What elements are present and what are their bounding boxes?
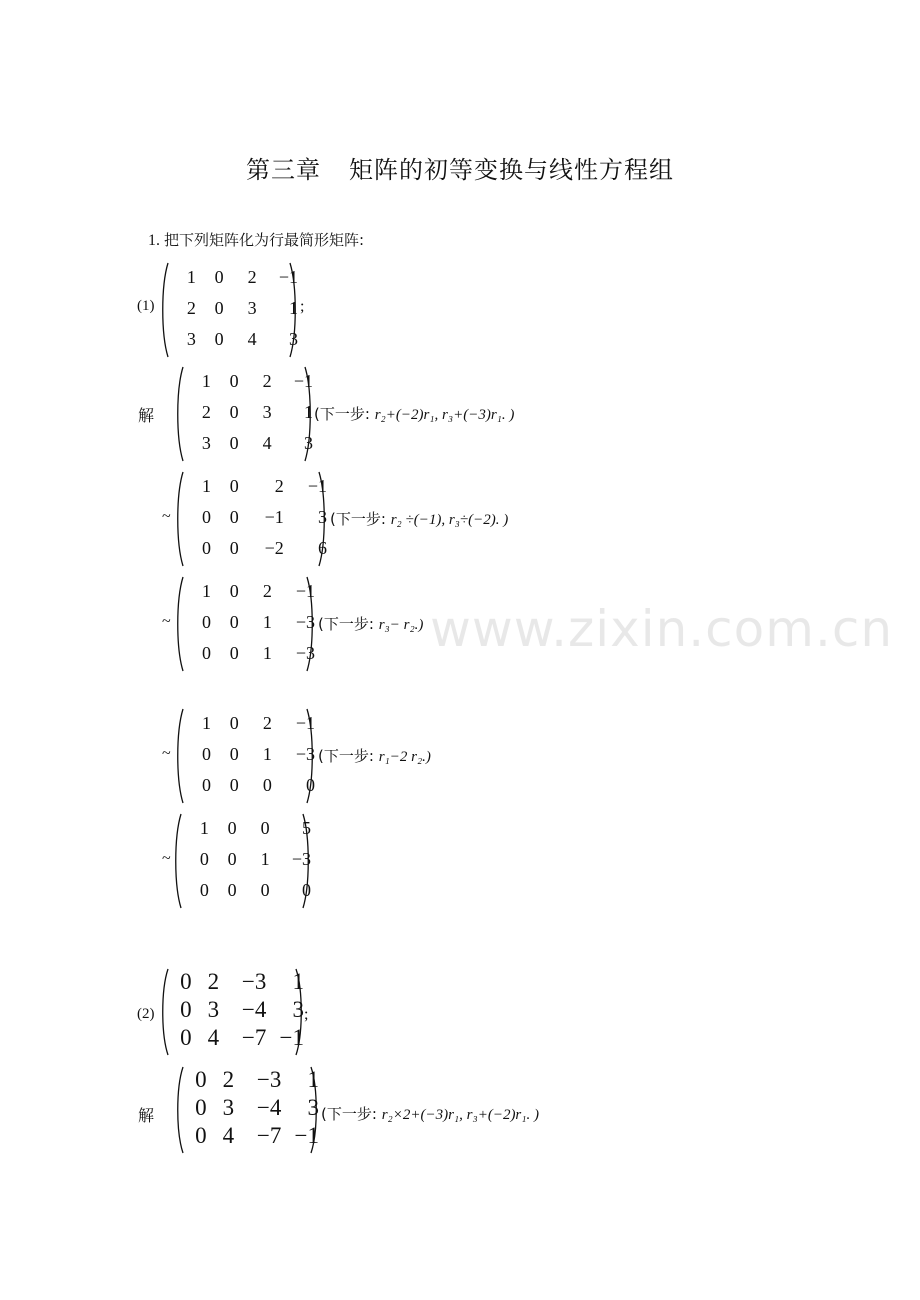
matrix-cell: −1	[295, 713, 315, 733]
matrix-row	[185, 638, 315, 669]
right-parenthesis	[294, 968, 304, 1056]
matrix-cell: 3	[307, 1095, 319, 1120]
matrix-cell: −4	[241, 997, 267, 1022]
matrix-cell: 3	[222, 1095, 235, 1120]
step-4-note: (下一步: r₁−2 r₂.)	[318, 747, 431, 765]
matrix-cell: 0	[199, 880, 209, 900]
matrix-cell: 2	[262, 371, 272, 391]
matrix-entries	[185, 708, 315, 801]
matrix-cell: −3	[295, 612, 315, 632]
right-parenthesis	[305, 708, 315, 804]
left-parenthesis	[175, 471, 185, 567]
matrix-cell: 1	[202, 476, 211, 496]
matrix-cell: 0	[260, 880, 270, 900]
step-3-matrix	[175, 576, 315, 672]
tilde-4: ~	[162, 745, 171, 762]
question-number: 1.	[148, 232, 160, 249]
matrix-entries	[185, 471, 327, 564]
matrix-cell: −1	[295, 581, 315, 601]
step-2-note: (下一步: r₂ ÷(−1), r₃÷(−2). )	[330, 510, 509, 528]
matrix-cell: 1	[262, 612, 272, 632]
matrix-cell: 2	[207, 969, 220, 994]
left-parenthesis	[160, 968, 170, 1056]
matrix-row	[185, 576, 315, 607]
left-parenthesis	[173, 813, 183, 909]
matrix-cell: 0	[195, 1095, 207, 1120]
matrix-cell: 3	[304, 433, 313, 453]
step-1-note: (下一步: r₂+(−2)r₁, r₃+(−3)r₁. )	[314, 405, 515, 423]
matrix-cell: 1	[201, 371, 211, 391]
tilde-3: ~	[162, 613, 171, 630]
matrix-row	[170, 324, 298, 355]
matrix-entries	[185, 366, 313, 459]
matrix-cell: 0	[229, 538, 239, 558]
matrix-row	[185, 502, 327, 533]
matrix-entries	[185, 576, 315, 669]
problem-1-matrix	[160, 262, 298, 358]
matrix-cell: 2	[201, 402, 211, 422]
matrix-cell: −3	[295, 643, 315, 663]
matrix-entries	[170, 968, 304, 1052]
right-parenthesis	[288, 262, 298, 358]
matrix-cell: 0	[199, 849, 209, 869]
matrix-cell: 1	[304, 402, 313, 422]
matrix-cell: 0	[201, 775, 211, 795]
matrix-cell: 3	[318, 507, 327, 527]
matrix-cell: −1	[278, 267, 298, 287]
matrix-row	[170, 293, 298, 324]
matrix-cell: 1	[262, 643, 272, 663]
matrix-cell: −3	[295, 744, 315, 764]
problem-2-label: (2)	[137, 1006, 155, 1022]
matrix-cell: 0	[214, 329, 224, 349]
matrix-cell: 3	[247, 298, 257, 318]
matrix-entries	[185, 1066, 319, 1150]
matrix-cell: 4	[207, 1025, 220, 1050]
matrix-cell: 3	[289, 329, 298, 349]
left-parenthesis	[175, 708, 185, 804]
matrix-row	[170, 996, 304, 1024]
matrix-row	[185, 397, 313, 428]
step-3-note: (下一步: r₃− r₂.)	[318, 615, 424, 633]
matrix-cell: 0	[180, 969, 192, 994]
step-2-1-matrix	[175, 1066, 319, 1154]
tilde-2: ~	[162, 508, 171, 525]
matrix-row	[185, 739, 315, 770]
matrix-row	[185, 533, 327, 564]
step-2-matrix	[175, 471, 327, 567]
matrix-cell: 3	[186, 329, 196, 349]
matrix-cell: −1	[294, 1123, 319, 1148]
right-parenthesis	[309, 1066, 319, 1154]
matrix-cell: 0	[260, 818, 270, 838]
matrix-row	[185, 708, 315, 739]
semicolon-2: ;	[304, 1006, 309, 1023]
question-text: 把下列矩阵化为行最简形矩阵:	[164, 231, 365, 249]
matrix-cell: 0	[229, 612, 239, 632]
matrix-cell: 0	[227, 880, 237, 900]
matrix-cell: 0	[229, 581, 239, 601]
matrix-cell: −1	[293, 371, 313, 391]
matrix-row	[185, 428, 313, 459]
chapter-name: 矩阵的初等变换与线性方程组	[349, 156, 674, 184]
matrix-cell: 0	[195, 1123, 207, 1148]
matrix-cell: −1	[264, 507, 284, 527]
step-5-matrix	[173, 813, 311, 909]
left-parenthesis	[175, 366, 185, 462]
matrix-row	[170, 262, 298, 293]
matrix-cell: 0	[229, 476, 239, 496]
matrix-cell: 2	[186, 298, 196, 318]
matrix-cell: −1	[307, 476, 327, 496]
watermark: www.zixin.com.cn	[430, 600, 894, 658]
matrix-cell: 1	[201, 713, 211, 733]
matrix-cell: 0	[195, 1067, 207, 1092]
matrix-cell: 0	[229, 713, 239, 733]
matrix-cell: 1	[289, 298, 298, 318]
matrix-cell: 0	[201, 744, 211, 764]
matrix-cell: 0	[201, 643, 211, 663]
matrix-cell: 6	[318, 538, 327, 558]
matrix-cell: 0	[202, 507, 211, 527]
matrix-cell: −7	[256, 1123, 282, 1148]
matrix-entries	[183, 813, 311, 906]
matrix-cell: 2	[274, 476, 284, 496]
right-parenthesis	[303, 366, 313, 462]
matrix-cell: 3	[207, 997, 220, 1022]
right-parenthesis	[305, 576, 315, 672]
step-4-matrix	[175, 708, 315, 804]
matrix-cell: 2	[262, 713, 272, 733]
matrix-cell: 4	[262, 433, 272, 453]
matrix-row	[185, 366, 313, 397]
problem-1-label: (1)	[137, 298, 155, 314]
matrix-row	[185, 1066, 319, 1094]
matrix-row	[183, 813, 311, 844]
right-parenthesis	[301, 813, 311, 909]
matrix-row	[185, 1094, 319, 1122]
matrix-row	[185, 770, 315, 801]
matrix-cell: −7	[241, 1025, 267, 1050]
matrix-cell: 2	[262, 581, 272, 601]
matrix-cell: 0	[214, 298, 224, 318]
solution-label: 解	[138, 406, 155, 425]
left-parenthesis	[160, 262, 170, 358]
matrix-cell: 0	[229, 371, 239, 391]
chapter-title	[0, 150, 920, 185]
left-parenthesis	[175, 576, 185, 672]
step-2-1-note: (下一步: r₂×2+(−3)r₁, r₃+(−2)r₁. )	[321, 1105, 539, 1123]
matrix-row	[170, 1024, 304, 1052]
matrix-cell: 1	[186, 267, 196, 287]
matrix-cell: 0	[229, 433, 239, 453]
semicolon: ;	[300, 298, 305, 315]
matrix-cell: −3	[241, 969, 267, 994]
matrix-row	[185, 1122, 319, 1150]
matrix-cell: 1	[262, 744, 272, 764]
left-parenthesis	[175, 1066, 185, 1154]
matrix-cell: −1	[279, 1025, 304, 1050]
matrix-cell: 2	[247, 267, 257, 287]
matrix-cell: −4	[256, 1095, 282, 1120]
matrix-cell: 4	[247, 329, 257, 349]
matrix-cell: 0	[180, 1025, 192, 1050]
matrix-cell: 0	[302, 880, 311, 900]
matrix-cell: 3	[262, 402, 272, 422]
matrix-cell: 0	[180, 997, 192, 1022]
step-1-matrix	[175, 366, 313, 462]
matrix-row	[170, 968, 304, 996]
matrix-cell: 0	[262, 775, 272, 795]
matrix-cell: 1	[307, 1067, 319, 1092]
matrix-cell: 2	[222, 1067, 235, 1092]
matrix-cell: 0	[229, 744, 239, 764]
matrix-cell: −2	[264, 538, 284, 558]
matrix-cell: 0	[227, 849, 237, 869]
matrix-row	[185, 471, 327, 502]
matrix-cell: −3	[256, 1067, 282, 1092]
matrix-cell: −3	[291, 849, 311, 869]
matrix-cell: 3	[292, 997, 304, 1022]
matrix-row	[185, 607, 315, 638]
matrix-cell: 3	[201, 433, 211, 453]
matrix-cell: 0	[214, 267, 224, 287]
right-parenthesis	[317, 471, 327, 567]
question-heading	[148, 229, 364, 250]
matrix-row	[183, 875, 311, 906]
matrix-cell: 0	[229, 402, 239, 422]
problem-2-matrix	[160, 968, 304, 1056]
chapter-number: 第三章	[246, 156, 321, 184]
matrix-cell: 0	[306, 775, 315, 795]
matrix-cell: 4	[222, 1123, 235, 1148]
matrix-cell: 5	[302, 818, 311, 838]
solution-label-2: 解	[138, 1106, 155, 1125]
matrix-cell: 1	[292, 969, 304, 994]
matrix-cell: 1	[201, 581, 211, 601]
matrix-cell: 0	[201, 612, 211, 632]
matrix-cell: 0	[202, 538, 211, 558]
matrix-cell: 0	[227, 818, 237, 838]
tilde-5: ~	[162, 850, 171, 867]
matrix-row	[183, 844, 311, 875]
matrix-entries	[170, 262, 298, 355]
matrix-cell: 0	[229, 775, 239, 795]
matrix-cell: 0	[229, 643, 239, 663]
matrix-cell: 1	[199, 818, 209, 838]
matrix-cell: 0	[229, 507, 239, 527]
matrix-cell: 1	[260, 849, 270, 869]
